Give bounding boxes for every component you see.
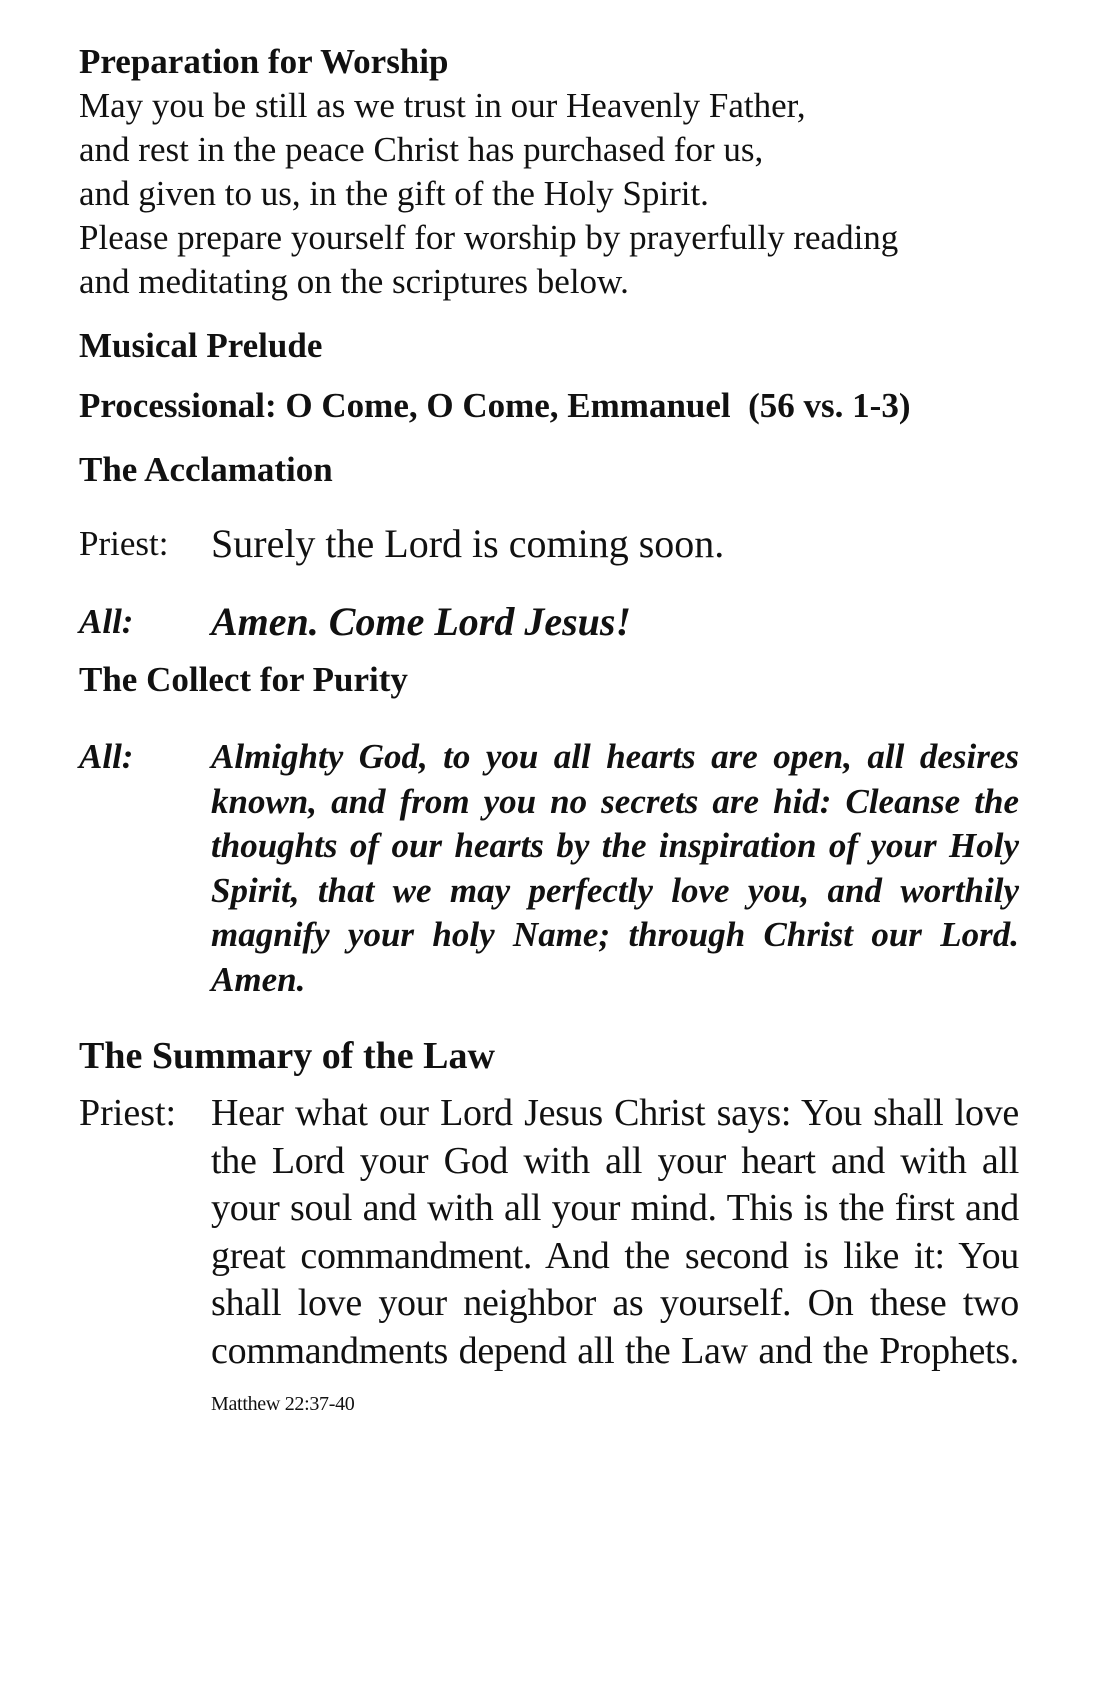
summary-section [79, 1032, 1019, 1429]
priest-label: Priest: [79, 524, 169, 563]
preparation-heading: Preparation for Worship [79, 42, 449, 81]
acclamation-section [79, 448, 1019, 648]
collect-all-block [79, 735, 1019, 1002]
all-text: Amen. Come Lord Jesus! [211, 599, 632, 644]
preparation-line: Please prepare yourself for worship by prayerfully reading [79, 218, 899, 257]
scripture-citation: Matthew 22:37-40 [211, 1393, 355, 1415]
preparation-line: and rest in the peace Christ has purchased for us, [79, 130, 764, 169]
collect-prayer-text: Almighty God, to you all hearts are open, all desires known, and from you no secrets are hid: Cleanse the thoughts of our hearts by the inspiration of your Holy Spirit, that we may perfectly love you, and worthily magnify your holy Name; through Christ our Lord. Amen. [211, 737, 1019, 999]
all-label: All: [79, 737, 134, 776]
summary-text-block [211, 1090, 1019, 1429]
priest-text: Surely the Lord is coming soon. [211, 521, 725, 566]
collect-section [79, 658, 1019, 1002]
summary-priest-block [79, 1090, 1019, 1429]
summary-heading: The Summary of the Law [79, 1035, 495, 1077]
summary-text: Hear what our Lord Jesus Christ says: You shall love the Lord your God with all your heart and with all your soul and with all your mind. This is the first and great commandment. And the second is like it: You shall love your neighbor as yourself. On these two commandments depend all the Law and the Prophets. [211, 1092, 1019, 1372]
acclamation-priest-line [79, 518, 1019, 570]
processional-heading: Processional: O Come, O Come, Emmanuel (56 vs. 1-3) [79, 386, 911, 425]
all-label: All: [79, 602, 134, 641]
preparation-section [79, 40, 1019, 304]
priest-label: Priest: [79, 1092, 177, 1134]
preparation-line: and given to us, in the gift of the Holy Spirit. [79, 174, 709, 213]
collect-heading: The Collect for Purity [79, 660, 408, 699]
preparation-line: May you be still as we trust in our Heavenly Father, [79, 86, 806, 125]
preparation-line: and meditating on the scriptures below. [79, 262, 629, 301]
acclamation-heading: The Acclamation [79, 450, 333, 489]
bulletin-page [79, 40, 1019, 1429]
acclamation-all-line [79, 596, 1019, 648]
prelude-heading: Musical Prelude [79, 326, 323, 365]
